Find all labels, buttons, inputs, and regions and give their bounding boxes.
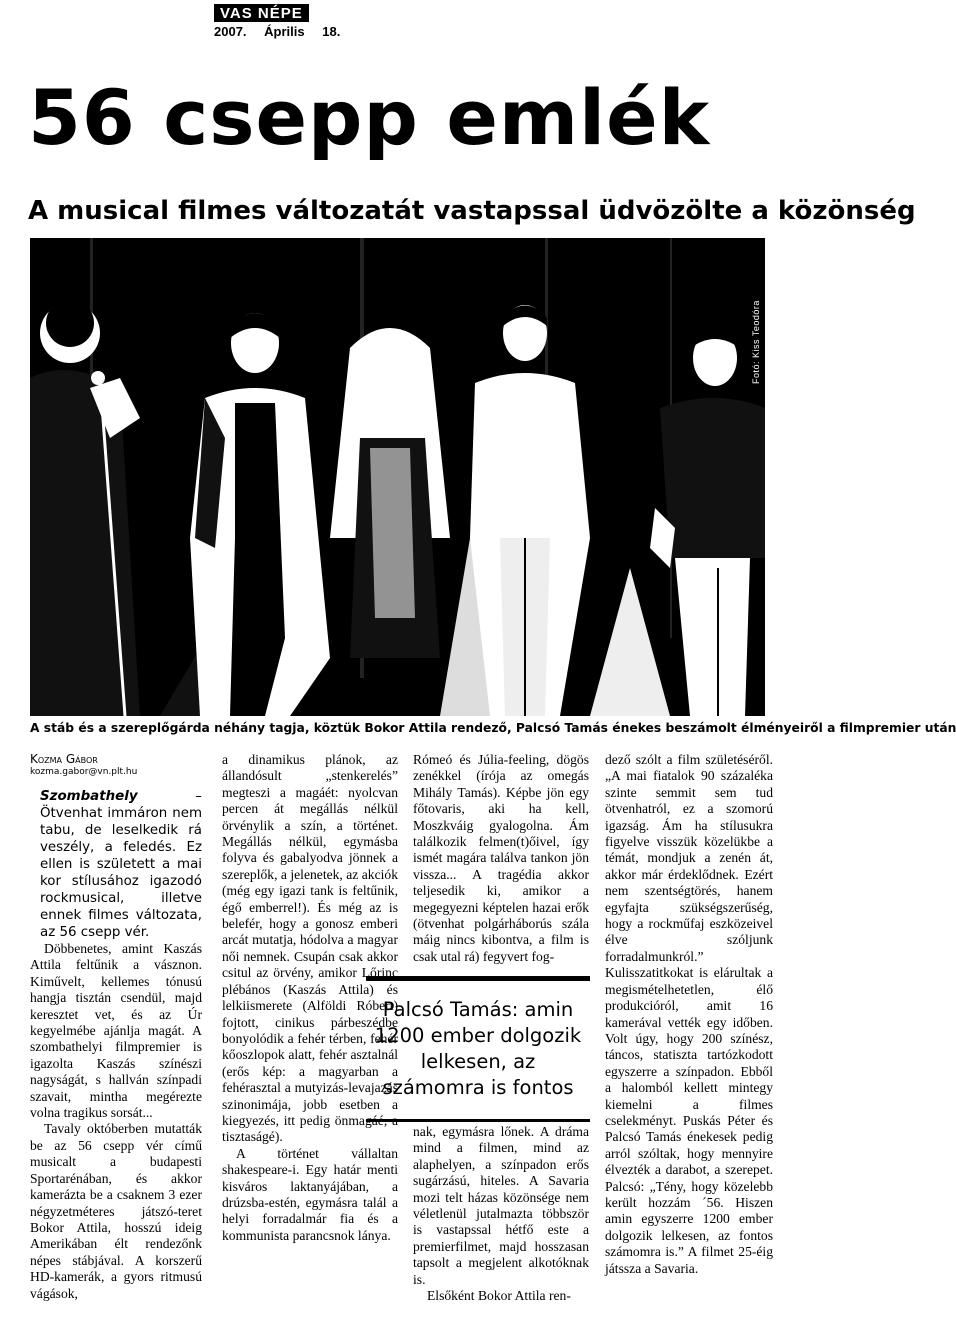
date-year: 2007.	[214, 24, 247, 39]
lead-text: – Ötvenhat immáron nem tabu, de leselkedik rá veszély, a feledés. Ez ellen is született a mai kor stílusához igazodó rockmusical, illetve ennek filmes változata, az 56 csepp vér.	[40, 789, 202, 940]
photo-credit: Fotó: Kiss Teodóra	[751, 300, 761, 384]
author-email: kozma.gabor@vn.plt.hu	[30, 767, 138, 777]
pull-quote: Palcsó Tamás: amin 1200 ember dolgozik lelkesen, az számomra is fontos	[366, 976, 590, 1122]
stage-group-photo-image	[30, 238, 765, 716]
date-month: Április	[264, 24, 305, 39]
lead-paragraph	[30, 788, 202, 941]
article-column-3-continued	[413, 1124, 589, 1304]
article-column-4	[605, 752, 773, 1277]
lead-place: Szombathely	[40, 789, 138, 804]
body-paragraph: dező szólt a film születéséről. „A mai fiatalok 90 százaléka szinte semmit sem tud ötvenhatról, ez a szomorú igazság. Ám ha stílusukra figyelve visszük közelükbe a témát, mondjuk a zenén át, akkor már érdeklődnek. Ezért nem szentségtörés, hanem egyfajta szükségszerűség, hogy a rockműfaj eszközeivel élve szóljunk forradalmunkról.” Kulisszatitkokat is elárultak a megismételhetetlen, élő produkcióról, amit 16 kamerával vették egy időben. Volt úgy, hogy 200 színész, táncos, statiszta tartózkodott egyszerre a színpadon. Ebből a halomból kellett mintegy kiemelni a filmes cselekményt. Puskás Péter és Palcsó Tamás énekesek pedig arról szóltak, hogy mennyire élvezték a darabot, a szerepet. Palcsó: „Tény, hogy közelebb került hozzám ´56. Hiszen amin egyszerre 1200 ember dolgozik lelkesen, az fontos számomra is.” A filmet 25-éig játssza a Savaria.	[605, 752, 773, 1276]
body-paragraph: nak, egymásra lőnek. A dráma mind a filmen, mind az alaphelyen, a színpadon erős sugárzású, hiteles. A Savaria mozi telt házas közönsége nem véletlenül jutalmazta többször is vastapssal hétfő este a premierfilmet, majd hosszasan tapsolt a megjelent alkotóknak is.	[413, 1124, 589, 1287]
subheadline: A musical filmes változatát vastapssal üdvözölte a közönség	[28, 196, 916, 226]
body-paragraph: Elsőként Bokor Attila ren-	[427, 1288, 571, 1304]
article-column-3	[413, 752, 589, 965]
article-photo	[30, 238, 765, 716]
author-name: Kozma Gábor	[30, 752, 98, 766]
body-paragraph: Rómeó és Júlia-feeling, dögös zenékkel (írója az omegás Mihály Tamás). Képbe jön egy főtovaris, aki ha kell, Moszkváig gyalogolna. Ám találkozik felmen(t)őivel, így ismét magára találva tankon jön vissza... A tragédia akkor teljesedik ki, amikor a megegyezni képtelen hazai erők (ötvenhat polgárháborús szála máig nincs kibontva, a film is csak utal rá) fegyvert fog-	[413, 752, 589, 964]
body-paragraph: Döbbenetes, amint Kaszás Attila feltűnik a vásznon. Kiművelt, kellemes tónusú hangja tisztán csendül, majd keresztet vet, és az Úr kegyelmébe ajánlja magát. A szombathelyi filmpremier is igazolta Kaszás színészi nagyságát, s hallván színpadi szavait, mintha megérezte volna tragikus sorsát...	[30, 941, 202, 1121]
newspaper-logo: VAS NÉPE	[214, 4, 309, 22]
body-paragraph: a dinamikus plánok, az állandósult „stenkerelés” megteszi a magáét: nyolcvan percen át megállás nélkül örvénylik a szín, a történet. Megállás nélkül, egymásba folyva és gabalyodva jönnek a szereplők, a jelenetek, az akciók (még egy igazi tank is feltűnik, égő emberrel!). És még az is belefér, hogy a gonosz emberi arcát mutatja, hódolva a magyar női nemnek. Csupán csak akkor csitul az örvény, amikor Lőrinc plébános (Kaszás Attila) és lelkiismerete (Alföldi Róbert) fojtott, cinikus párbeszédbe bonyolódik a fehér térben, fehér kőoszlopok alatt, fehér asztalnál (erős kép: a magyarban a fehérasztal a mutyizás-levajazás szinonimája, jobb esetben a kiegyezés, itt pedig önmagáé, a tisztaságé).	[222, 752, 398, 1145]
date-day: 18.	[322, 24, 341, 39]
photo-caption: A stáb és a szereplőgárda néhány tagja, köztük Bokor Attila rendező, Palcsó Tamás énekes beszámolt élményeiről a filmpremier után	[30, 721, 956, 735]
dateline	[214, 24, 354, 39]
masthead	[214, 4, 354, 39]
body-paragraph: A történet vállaltan shakespeare-i. Egy határ menti kisváros laktanyájában, a drúzsba-estén, egymásra talál a helyi forradalmár fia és a kommunista parancsnok lánya.	[222, 1145, 398, 1243]
headline: 56 csepp emlék	[28, 73, 711, 162]
body-paragraph: Tavaly októberben mutatták be az 56 csepp vér című musicalt a budapesti Sportarénában, és akkor kamerázta be a csaknem 3 ezer négyzetméteres játszó-teret Bokor Attila, hosszú ideig Amerikában élt rendezőnk népes stábjával. A korszerű HD-kamerák, a gyors ritmusú vágások,	[30, 1121, 202, 1301]
article-column-1	[30, 752, 202, 1302]
